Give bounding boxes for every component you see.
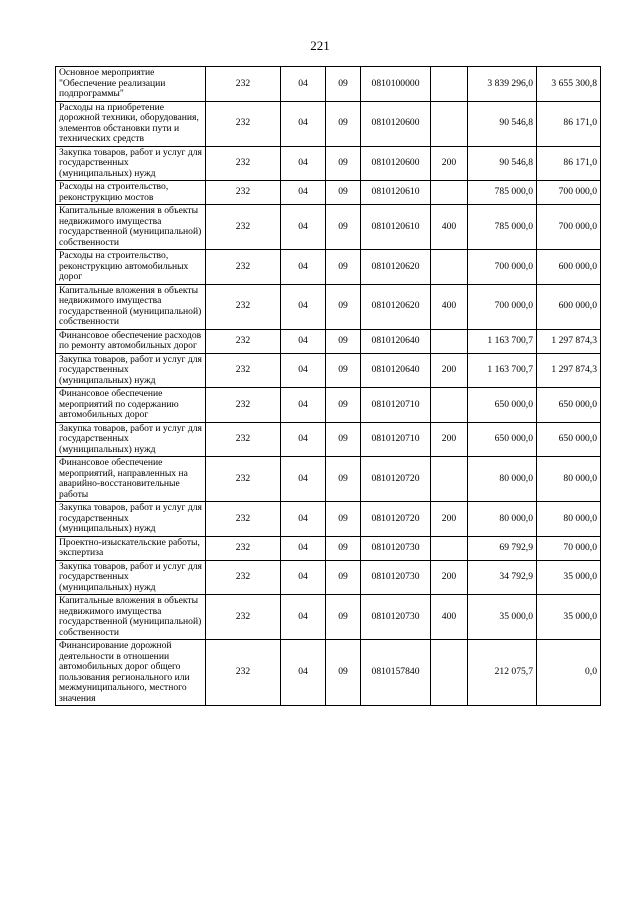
ved-code: 232 <box>206 101 281 146</box>
target-article-code: 0810100000 <box>361 67 431 102</box>
section-code: 04 <box>281 560 326 595</box>
section-code: 04 <box>281 146 326 181</box>
section-code: 04 <box>281 457 326 502</box>
target-article-code: 0810120610 <box>361 181 431 205</box>
ved-code: 232 <box>206 353 281 388</box>
table-row <box>56 67 601 102</box>
table-row <box>56 146 601 181</box>
ved-code: 232 <box>206 595 281 640</box>
subsection-code: 09 <box>326 250 361 285</box>
amount-year-1: 650 000,0 <box>468 388 537 423</box>
amount-year-2: 650 000,0 <box>537 388 601 423</box>
amount-year-2: 1 297 874,3 <box>537 329 601 353</box>
expense-type-code <box>431 329 468 353</box>
amount-year-1: 90 546,8 <box>468 101 537 146</box>
subsection-code: 09 <box>326 388 361 423</box>
amount-year-2: 650 000,0 <box>537 422 601 457</box>
expense-type-code <box>431 67 468 102</box>
amount-year-1: 90 546,8 <box>468 146 537 181</box>
section-code: 04 <box>281 250 326 285</box>
target-article-code: 0810120620 <box>361 284 431 329</box>
section-code: 04 <box>281 536 326 560</box>
amount-year-2: 700 000,0 <box>537 181 601 205</box>
ved-code: 232 <box>206 146 281 181</box>
amount-year-2: 700 000,0 <box>537 205 601 250</box>
target-article-code: 0810120610 <box>361 205 431 250</box>
expense-type-code <box>431 640 468 706</box>
amount-year-1: 212 075,7 <box>468 640 537 706</box>
amount-year-1: 700 000,0 <box>468 250 537 285</box>
ved-code: 232 <box>206 422 281 457</box>
subsection-code: 09 <box>326 457 361 502</box>
amount-year-1: 35 000,0 <box>468 595 537 640</box>
target-article-code: 0810120720 <box>361 502 431 537</box>
amount-year-2: 600 000,0 <box>537 250 601 285</box>
table-row <box>56 181 601 205</box>
table-row <box>56 595 601 640</box>
subsection-code: 09 <box>326 284 361 329</box>
expense-type-code <box>431 536 468 560</box>
table-row <box>56 329 601 353</box>
amount-year-1: 785 000,0 <box>468 181 537 205</box>
subsection-code: 09 <box>326 146 361 181</box>
expense-type-code: 400 <box>431 284 468 329</box>
section-code: 04 <box>281 502 326 537</box>
page-number: 221 <box>310 38 330 53</box>
row-name: Финансирование дорожной деятельности в отношении автомобильных дорог общего пользования регионального или межмуниципального, местного значения <box>56 640 206 706</box>
amount-year-2: 80 000,0 <box>537 457 601 502</box>
expense-type-code: 200 <box>431 422 468 457</box>
ved-code: 232 <box>206 284 281 329</box>
target-article-code: 0810120640 <box>361 329 431 353</box>
row-name: Закупка товаров, работ и услуг для государственных (муниципальных) нужд <box>56 146 206 181</box>
subsection-code: 09 <box>326 329 361 353</box>
expense-type-code <box>431 388 468 423</box>
subsection-code: 09 <box>326 353 361 388</box>
ved-code: 232 <box>206 502 281 537</box>
expense-type-code: 200 <box>431 560 468 595</box>
target-article-code: 0810120710 <box>361 388 431 423</box>
ved-code: 232 <box>206 457 281 502</box>
amount-year-1: 34 792,9 <box>468 560 537 595</box>
row-name: Расходы на строительство, реконструкцию мостов <box>56 181 206 205</box>
ved-code: 232 <box>206 67 281 102</box>
amount-year-2: 35 000,0 <box>537 595 601 640</box>
row-name: Капитальные вложения в объекты недвижимого имущества государственной (муниципальной) собственности <box>56 205 206 250</box>
table-row <box>56 250 601 285</box>
amount-year-1: 700 000,0 <box>468 284 537 329</box>
expense-type-code <box>431 457 468 502</box>
expense-type-code: 400 <box>431 205 468 250</box>
amount-year-1: 80 000,0 <box>468 457 537 502</box>
subsection-code: 09 <box>326 502 361 537</box>
amount-year-2: 70 000,0 <box>537 536 601 560</box>
ved-code: 232 <box>206 536 281 560</box>
section-code: 04 <box>281 329 326 353</box>
row-name: Закупка товаров, работ и услуг для государственных (муниципальных) нужд <box>56 502 206 537</box>
amount-year-2: 35 000,0 <box>537 560 601 595</box>
amount-year-1: 1 163 700,7 <box>468 353 537 388</box>
ved-code: 232 <box>206 640 281 706</box>
target-article-code: 0810120600 <box>361 101 431 146</box>
amount-year-2: 86 171,0 <box>537 101 601 146</box>
subsection-code: 09 <box>326 422 361 457</box>
amount-year-2: 86 171,0 <box>537 146 601 181</box>
row-name: Закупка товаров, работ и услуг для государственных (муниципальных) нужд <box>56 422 206 457</box>
target-article-code: 0810120640 <box>361 353 431 388</box>
amount-year-1: 785 000,0 <box>468 205 537 250</box>
target-article-code: 0810120600 <box>361 146 431 181</box>
ved-code: 232 <box>206 388 281 423</box>
amount-year-2: 80 000,0 <box>537 502 601 537</box>
subsection-code: 09 <box>326 595 361 640</box>
table-row <box>56 284 601 329</box>
expense-type-code: 200 <box>431 502 468 537</box>
table-row <box>56 457 601 502</box>
amount-year-1: 1 163 700,7 <box>468 329 537 353</box>
expense-type-code <box>431 250 468 285</box>
table-row <box>56 205 601 250</box>
table-row <box>56 640 601 706</box>
ved-code: 232 <box>206 560 281 595</box>
amount-year-1: 650 000,0 <box>468 422 537 457</box>
ved-code: 232 <box>206 329 281 353</box>
target-article-code: 0810120730 <box>361 536 431 560</box>
expense-type-code <box>431 101 468 146</box>
table-row <box>56 101 601 146</box>
amount-year-1: 69 792,9 <box>468 536 537 560</box>
row-name: Проектно-изыскательские работы, экспертиза <box>56 536 206 560</box>
section-code: 04 <box>281 640 326 706</box>
target-article-code: 0810120710 <box>361 422 431 457</box>
section-code: 04 <box>281 422 326 457</box>
row-name: Закупка товаров, работ и услуг для государственных (муниципальных) нужд <box>56 353 206 388</box>
table-row <box>56 422 601 457</box>
row-name: Основное мероприятие "Обеспечение реализации подпрограммы" <box>56 67 206 102</box>
subsection-code: 09 <box>326 205 361 250</box>
expense-type-code: 400 <box>431 595 468 640</box>
table-row <box>56 502 601 537</box>
row-name: Капитальные вложения в объекты недвижимого имущества государственной (муниципальной) собственности <box>56 595 206 640</box>
row-name: Финансовое обеспечение мероприятий по содержанию автомобильных дорог <box>56 388 206 423</box>
section-code: 04 <box>281 205 326 250</box>
ved-code: 232 <box>206 181 281 205</box>
row-name: Расходы на строительство, реконструкцию автомобильных дорог <box>56 250 206 285</box>
expense-type-code: 200 <box>431 146 468 181</box>
amount-year-2: 1 297 874,3 <box>537 353 601 388</box>
target-article-code: 0810120730 <box>361 595 431 640</box>
table-row <box>56 560 601 595</box>
expense-type-code: 200 <box>431 353 468 388</box>
amount-year-2: 0,0 <box>537 640 601 706</box>
subsection-code: 09 <box>326 560 361 595</box>
section-code: 04 <box>281 353 326 388</box>
row-name: Закупка товаров, работ и услуг для государственных (муниципальных) нужд <box>56 560 206 595</box>
row-name: Расходы на приобретение дорожной техники, оборудования, элементов обстановки пути и технических средств <box>56 101 206 146</box>
amount-year-2: 3 655 300,8 <box>537 67 601 102</box>
amount-year-2: 600 000,0 <box>537 284 601 329</box>
target-article-code: 0810157840 <box>361 640 431 706</box>
target-article-code: 0810120720 <box>361 457 431 502</box>
subsection-code: 09 <box>326 67 361 102</box>
subsection-code: 09 <box>326 640 361 706</box>
section-code: 04 <box>281 67 326 102</box>
section-code: 04 <box>281 595 326 640</box>
ved-code: 232 <box>206 205 281 250</box>
section-code: 04 <box>281 181 326 205</box>
target-article-code: 0810120730 <box>361 560 431 595</box>
section-code: 04 <box>281 101 326 146</box>
subsection-code: 09 <box>326 181 361 205</box>
row-name: Финансовое обеспечение расходов по ремонту автомобильных дорог <box>56 329 206 353</box>
budget-table <box>55 66 601 706</box>
expense-type-code <box>431 181 468 205</box>
section-code: 04 <box>281 388 326 423</box>
row-name: Финансовое обеспечение мероприятий, направленных на аварийно-восстановительные работы <box>56 457 206 502</box>
row-name: Капитальные вложения в объекты недвижимого имущества государственной (муниципальной) собственности <box>56 284 206 329</box>
subsection-code: 09 <box>326 101 361 146</box>
table-row <box>56 536 601 560</box>
amount-year-1: 3 839 296,0 <box>468 67 537 102</box>
table-row <box>56 388 601 423</box>
subsection-code: 09 <box>326 536 361 560</box>
ved-code: 232 <box>206 250 281 285</box>
amount-year-1: 80 000,0 <box>468 502 537 537</box>
target-article-code: 0810120620 <box>361 250 431 285</box>
table-row <box>56 353 601 388</box>
section-code: 04 <box>281 284 326 329</box>
